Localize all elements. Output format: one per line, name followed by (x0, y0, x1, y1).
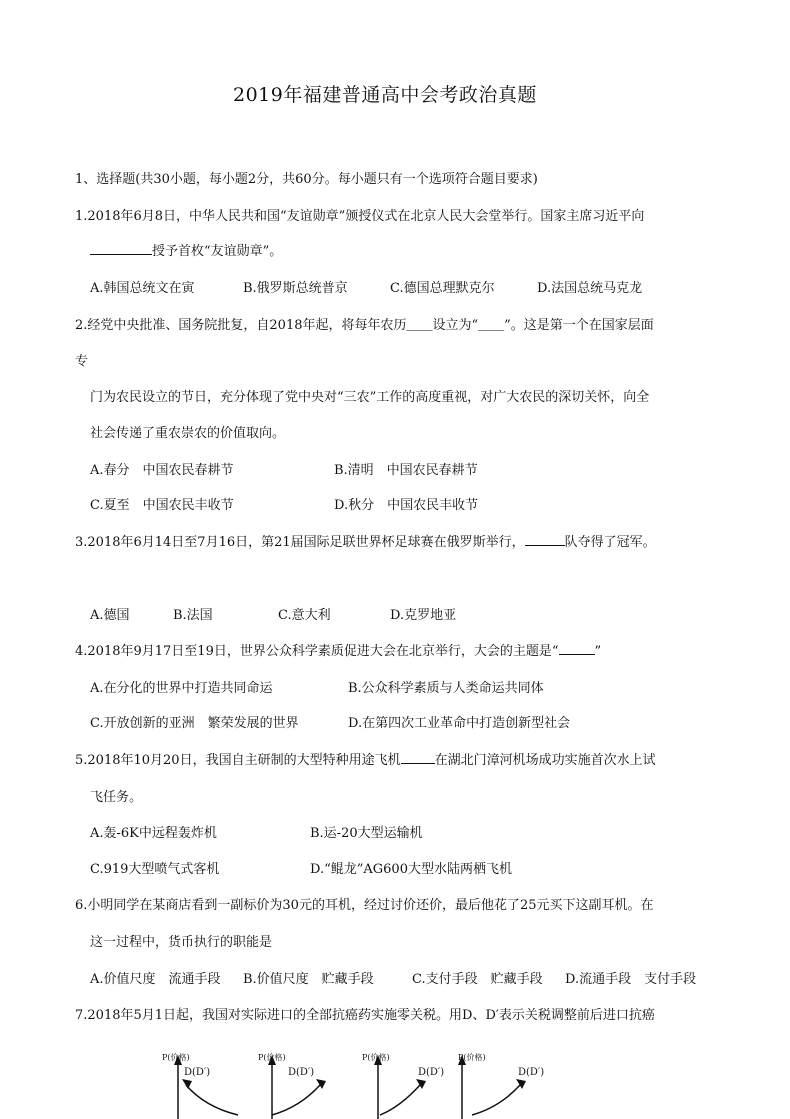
graph-d (458, 1055, 526, 1119)
question-stem-text: 5.2018年10月20日，我国自主研制的大型特种用途飞机 (75, 753, 401, 768)
option-c: C.开放创新的亚洲 繁荣发展的世界 (90, 716, 299, 731)
graph-c-y-label: P(价格) (362, 1053, 390, 1062)
question-stem-text: 在湖北门漳河机场成功实施首次水上试 (434, 753, 656, 768)
option-b: B.运-20大型运输机 (310, 826, 423, 841)
option-a: A.在分化的世界中打造共同命运 (90, 681, 273, 696)
question-stem: 社会传递了重农崇农的价值取向。 (90, 426, 286, 441)
graph-a (174, 1055, 238, 1119)
question-stem-line (75, 749, 656, 768)
option-b: B.公众科学素质与人类命运共同体 (348, 681, 544, 696)
answer-blank (90, 242, 152, 255)
supply-demand-graphs (0, 1045, 790, 1119)
option-d: D.在第四次工业革命中打造创新型社会 (348, 716, 571, 731)
option-c: C.支付手段 贮藏手段 (412, 972, 543, 987)
question-stem: 7.2018年5月1日起，我国对实际进口的全部抗癌药实施零关税。用D、D′表示关税调整前后进口抗癌 (75, 1008, 655, 1023)
question-stem-text: 4.2018年9月17日至19日，世界公众科学素质促进大会在北京举行，大会的主题是“ (75, 644, 559, 659)
question-stem-line (75, 531, 656, 550)
option-b: B.俄罗斯总统普京 (243, 281, 348, 296)
option-d: D.法国总统马克龙 (537, 281, 643, 296)
option-a: A.轰-6K中远程轰炸机 (90, 826, 217, 841)
question-stem-text: ” (594, 644, 602, 659)
answer-blank (559, 642, 595, 655)
graph-c (374, 1055, 426, 1119)
question-stem-text: 队夺得了冠军。 (564, 535, 656, 550)
option-b: B.价值尺度 贮藏手段 (243, 972, 374, 987)
option-a: A.德国 (90, 608, 130, 623)
option-d: D.克罗地亚 (390, 608, 457, 623)
answer-blank (401, 751, 435, 764)
option-d: D.流通手段 支付手段 (565, 972, 697, 987)
graph-d-curve-label: D(D′) (518, 1067, 545, 1078)
page-title: 2019年福建普通高中会考政治真题 (233, 84, 537, 106)
option-b: B.清明 中国农民春耕节 (334, 463, 478, 478)
graph-b-y-label: P(价格) (258, 1053, 286, 1062)
option-a: A.春分 中国农民春耕节 (90, 463, 234, 478)
question-stem: 6.小明同学在某商店看到一副标价为30元的耳机，经过讨价还价，最后他花了25元买下这副耳机。在 (75, 898, 654, 913)
question-stem: 飞任务。 (90, 790, 143, 805)
graph-b (268, 1055, 326, 1119)
option-c: C.919大型喷气式客机 (90, 862, 220, 877)
question-stem: 专 (75, 354, 89, 369)
question-stem: 2.经党中央批准、国务院批复，自2018年起，将每年农历＿＿设立为“＿＿”。这是第一个在国家层面 (75, 318, 654, 333)
graph-d-y-label: P(价格) (458, 1053, 486, 1062)
section-header: 1、选择题(共30小题，每小题2分，共60分。每小题只有一个选项符合题目要求) (75, 172, 538, 187)
answer-blank (525, 533, 565, 546)
question-stem-text: 授予首枚“友谊勋章”。 (152, 244, 283, 259)
graph-a-y-label: P(价格) (162, 1053, 190, 1062)
option-a: A.价值尺度 流通手段 (90, 972, 221, 987)
option-d: D.“鲲龙”AG600大型水陆两栖飞机 (310, 862, 512, 877)
question-stem-text: 3.2018年6月14日至7月16日，第21届国际足联世界杯足球赛在俄罗斯举行， (75, 535, 525, 550)
question-stem-line (75, 640, 601, 659)
question-stem: 1.2018年6月8日，中华人民共和国“友谊勋章”颁授仪式在北京人民大会堂举行。国家主席习近平向 (75, 209, 645, 224)
option-c: C.意大利 (278, 608, 331, 623)
graph-a-curve-label: D(D′) (184, 1067, 211, 1078)
graph-c-curve-label: D(D′) (418, 1067, 445, 1078)
option-d: D.秋分 中国农民丰收节 (334, 498, 479, 513)
graph-b-curve-label: D(D′) (288, 1067, 315, 1078)
option-c: C.夏至 中国农民丰收节 (90, 498, 234, 513)
option-a: A.韩国总统文在寅 (90, 281, 195, 296)
option-b: B.法国 (173, 608, 213, 623)
question-stem: 门为农民设立的节日，充分体现了党中央对“三农”工作的高度重视，对广大农民的深切关怀，向全 (90, 390, 650, 405)
question-stem: 这一过程中，货币执行的职能是 (90, 935, 273, 950)
option-c: C.德国总理默克尔 (390, 281, 495, 296)
question-stem-line (90, 240, 282, 259)
